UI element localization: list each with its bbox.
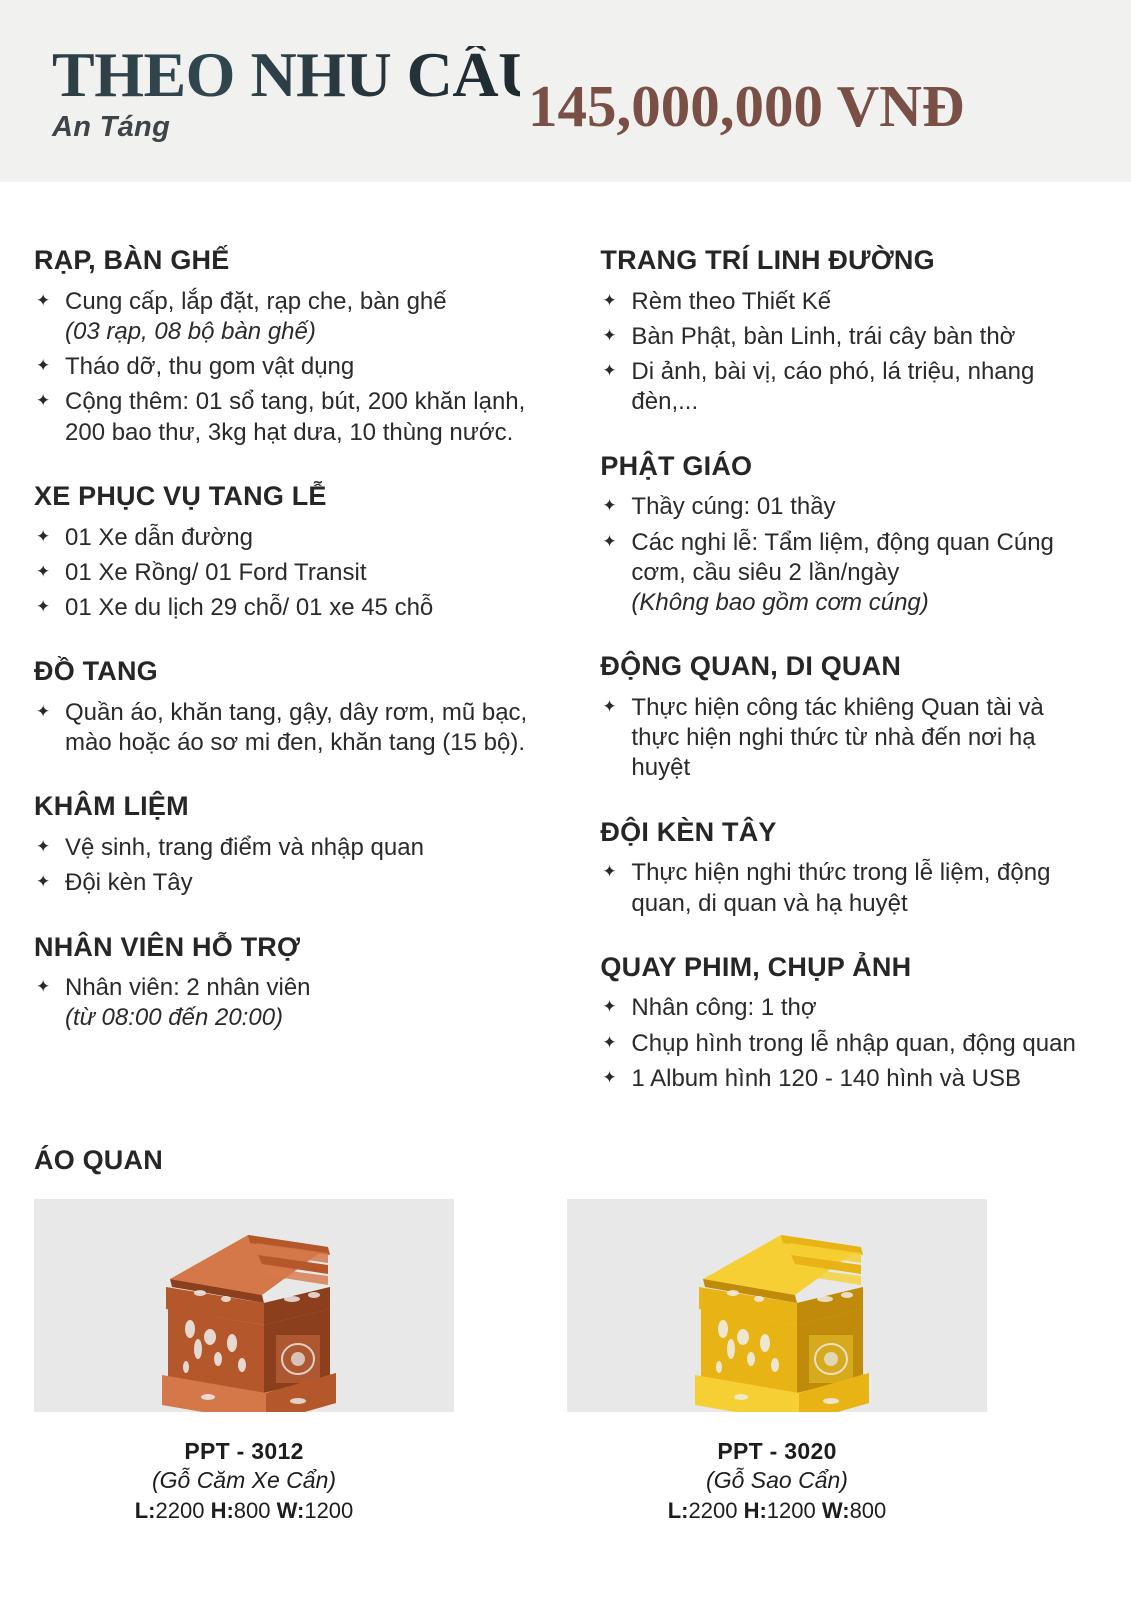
star-bullet-icon: ✦ [602, 997, 617, 1017]
product-card[interactable] [34, 1199, 454, 1524]
service-item-note: (Không bao gồm cơm cúng) [631, 589, 929, 617]
service-item-text: Tháo dỡ, thu gom vật dụng [65, 353, 355, 381]
dimension-height-value: 800 [233, 1498, 271, 1524]
service-item [34, 352, 559, 382]
service-item-text: Nhân công: 1 thợ [631, 994, 817, 1022]
star-bullet-icon: ✦ [602, 361, 617, 381]
star-bullet-icon: ✦ [36, 290, 51, 310]
star-bullet-icon: ✦ [602, 696, 617, 716]
casket-image [34, 1199, 454, 1412]
product-code: PPT - 3012 [184, 1438, 304, 1465]
page-title: THEO NHU CẦU [52, 39, 544, 110]
dimension-width-label: W: [276, 1498, 305, 1524]
service-section [600, 452, 1097, 619]
service-section [600, 652, 1097, 783]
service-item [34, 558, 559, 588]
service-columns [0, 182, 1131, 1099]
star-bullet-icon: ✦ [36, 872, 51, 892]
service-section [600, 818, 1097, 919]
casket-image [567, 1199, 987, 1412]
service-item-text: Các nghi lễ: Tẩm liệm, động quan Cúng cơm, cầu siêu 2 lần/ngày [631, 528, 1054, 586]
star-bullet-icon: ✦ [602, 1067, 617, 1087]
service-section-title: TRANG TRÍ LINH ĐƯỜNG [600, 245, 935, 275]
product-code: PPT - 3020 [717, 1438, 837, 1465]
service-item-text: Thực hiện công tác khiêng Quan tài và thực hiện nghi thức từ nhà đến nơi hạ huyệt [631, 693, 1044, 782]
product-caption [567, 1438, 987, 1524]
service-item-text: 01 Xe dẫn đường [65, 523, 253, 551]
dimension-width-label: W: [821, 1498, 850, 1524]
service-item [34, 698, 559, 758]
products-row [34, 1199, 1097, 1524]
service-item-note: (03 rạp, 08 bộ bàn ghế) [65, 317, 316, 345]
service-item-text: Nhân viên: 2 nhân viên [65, 974, 311, 1002]
service-item-list [34, 833, 559, 898]
service-item-text: Thực hiện nghi thức trong lễ liệm, động quan, di quan và hạ huyệt [631, 859, 1051, 917]
service-item-text: 01 Xe du lịch 29 chỗ/ 01 xe 45 chỗ [65, 594, 434, 622]
service-item [600, 993, 1097, 1023]
service-section-title: XE PHỤC VỤ TANG LỄ [34, 480, 327, 511]
service-item-list [600, 993, 1097, 1094]
service-item [600, 528, 1097, 619]
service-section [34, 657, 559, 758]
star-bullet-icon: ✦ [602, 862, 617, 882]
dimension-height-label: H: [743, 1498, 767, 1524]
service-item [34, 287, 559, 347]
service-item-list [600, 492, 1097, 618]
service-item [600, 492, 1097, 522]
service-item-text: Cung cấp, lắp đặt, rạp che, bàn ghế [65, 287, 447, 315]
service-item-list [34, 287, 559, 448]
star-bullet-icon: ✦ [36, 837, 51, 857]
service-item [600, 322, 1097, 352]
service-item [600, 858, 1097, 918]
service-item-list [600, 287, 1097, 418]
dimension-length-value: 2200 [688, 1498, 738, 1524]
service-section-title: ĐỘI KÈN TÂY [600, 816, 777, 847]
dimension-length-value: 2200 [155, 1498, 205, 1524]
service-item [600, 287, 1097, 317]
star-bullet-icon: ✦ [602, 1032, 617, 1052]
service-item-text: Rèm theo Thiết Kế [631, 287, 832, 315]
service-item [34, 387, 559, 447]
service-item-text: Đội kèn Tây [65, 869, 193, 897]
service-section [34, 792, 559, 898]
service-item-note: (từ 08:00 đến 20:00) [65, 1004, 284, 1032]
service-item [34, 868, 559, 898]
service-item [600, 1029, 1097, 1059]
dimension-height-value: 1200 [766, 1498, 816, 1524]
star-bullet-icon: ✦ [36, 391, 51, 411]
service-item [34, 593, 559, 623]
service-item-list [34, 523, 559, 624]
service-section-title: QUAY PHIM, CHỤP ẢNH [600, 951, 912, 982]
service-section-title: NHÂN VIÊN HỖ TRỢ [34, 931, 301, 962]
service-item-list [600, 693, 1097, 784]
service-section [600, 953, 1097, 1094]
header-brand-block [0, 0, 544, 144]
star-bullet-icon: ✦ [602, 496, 617, 516]
service-item [600, 357, 1097, 417]
service-section [34, 482, 559, 623]
service-section [600, 246, 1097, 418]
service-section-title: ĐỘNG QUAN, DI QUAN [600, 651, 902, 682]
service-item [34, 973, 559, 1033]
service-section-title: KHÂM LIỆM [34, 791, 189, 822]
product-dimensions [34, 1498, 454, 1524]
star-bullet-icon: ✦ [36, 356, 51, 376]
dimension-length-label: L: [667, 1498, 689, 1524]
service-item-text: Cộng thêm: 01 sổ tang, bút, 200 khăn lạnh, 200 bao thư, 3kg hạt dưa, 10 thùng nước. [65, 388, 526, 446]
star-bullet-icon: ✦ [36, 561, 51, 581]
page-header [0, 0, 1131, 182]
star-bullet-icon: ✦ [36, 701, 51, 721]
service-item [34, 833, 559, 863]
service-section-title: PHẬT GIÁO [600, 450, 753, 481]
service-item-list [600, 858, 1097, 918]
product-material: (Gỗ Căm Xe Cẩn) [151, 1467, 337, 1494]
star-bullet-icon: ✦ [36, 597, 51, 617]
service-item-text: Di ảnh, bài vị, cáo phó, lá triệu, nhang đèn,... [631, 358, 1035, 416]
service-item-list [34, 698, 559, 758]
page-subtitle: An Táng [52, 110, 171, 143]
service-item [600, 1064, 1097, 1094]
product-caption [34, 1438, 454, 1524]
star-bullet-icon: ✦ [36, 526, 51, 546]
left-column [34, 182, 559, 1099]
dimension-width-value: 800 [849, 1498, 887, 1524]
dimension-length-label: L: [134, 1498, 156, 1524]
star-bullet-icon: ✦ [602, 325, 617, 345]
package-price: 145,000,000 VNĐ [528, 73, 965, 139]
service-section [34, 246, 559, 448]
products-section [0, 1145, 1131, 1524]
service-item-list [34, 973, 559, 1033]
service-item-text: 1 Album hình 120 - 140 hình và USB [631, 1064, 1022, 1092]
product-card[interactable] [567, 1199, 987, 1524]
service-item-text: Vệ sinh, trang điểm và nhập quan [65, 834, 424, 862]
product-material: (Gỗ Sao Cẩn) [706, 1467, 848, 1494]
service-item-text: Quần áo, khăn tang, gậy, dây rơm, mũ bạc, mào hoặc áo sơ mi đen, khăn tang (15 bộ). [65, 698, 528, 757]
star-bullet-icon: ✦ [602, 290, 617, 310]
service-section-title: ĐỒ TANG [34, 656, 158, 687]
star-bullet-icon: ✦ [602, 531, 617, 551]
service-section-title: RẠP, BÀN GHẾ [34, 245, 230, 275]
dimension-width-value: 1200 [304, 1498, 354, 1524]
service-item-text: Thầy cúng: 01 thầy [631, 493, 836, 521]
service-item-text: Bàn Phật, bàn Linh, trái cây bàn thờ [631, 322, 1016, 350]
right-column [559, 182, 1097, 1099]
product-dimensions [567, 1498, 987, 1524]
service-item-text: Chụp hình trong lễ nhập quan, động quan [631, 1029, 1076, 1057]
service-section [34, 933, 559, 1034]
star-bullet-icon: ✦ [36, 977, 51, 997]
service-item [34, 523, 559, 553]
service-item [600, 693, 1097, 784]
dimension-height-label: H: [210, 1498, 234, 1524]
products-section-title: ÁO QUAN [34, 1145, 163, 1176]
service-item-text: 01 Xe Rồng/ 01 Ford Transit [65, 558, 367, 586]
